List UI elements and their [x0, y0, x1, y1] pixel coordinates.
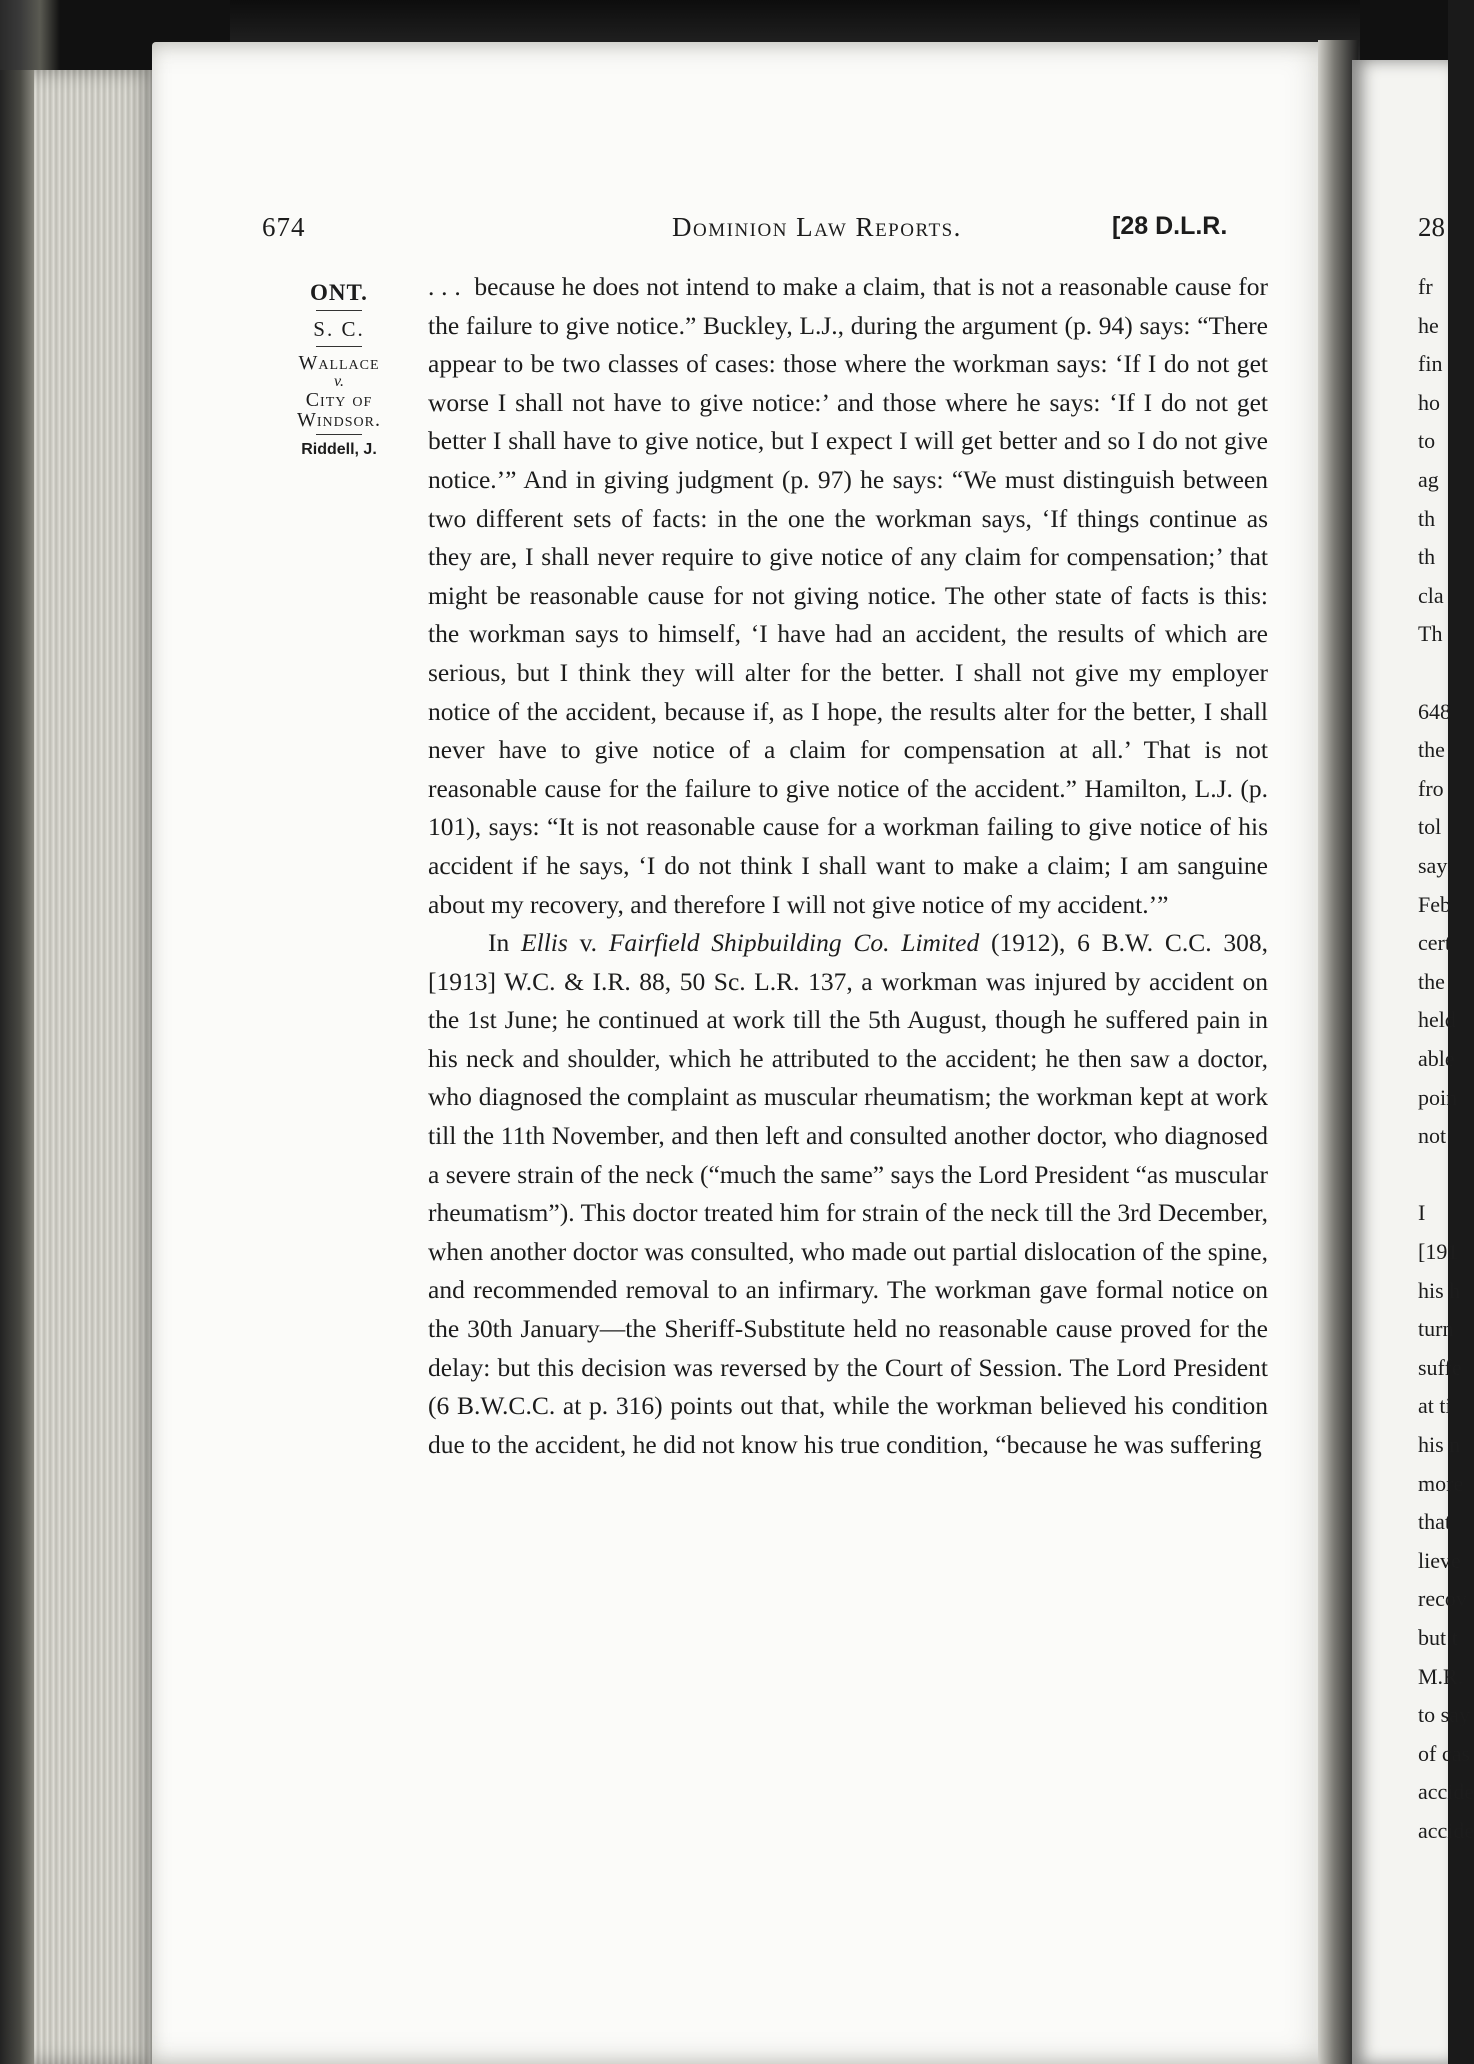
paragraph-1 — [428, 268, 1268, 924]
division-label: S. C. — [313, 317, 365, 341]
next-page-line: recov — [1418, 1586, 1467, 1612]
next-page-line: Th — [1418, 621, 1443, 647]
next-page-line: ag — [1418, 467, 1439, 492]
next-page-line: suffe — [1418, 1354, 1462, 1380]
party-one: Wallace — [298, 352, 380, 374]
next-page-line: his h — [1418, 1277, 1461, 1303]
next-page-line: th — [1418, 505, 1436, 531]
next-page-line: Feb — [1418, 891, 1451, 917]
marginal-note — [284, 280, 394, 459]
next-page-line: the — [1418, 737, 1445, 763]
next-page-line: turn — [1418, 1316, 1454, 1342]
next-page-line: of cas — [1418, 1740, 1470, 1766]
case-name-2: Fairfield Shipbuilding Co. Limited — [608, 928, 980, 958]
next-page-line: ho — [1418, 389, 1440, 415]
next-page-line: to say — [1418, 1702, 1470, 1728]
next-page-line: but t — [1418, 1625, 1458, 1650]
paragraph-1-text: because he does not intend to make a claim, that is not a reasonable cause for the failure to give notice.” Buckley, L.J., during the argument (p. 94) says: “There appear to be two classes of cases: those where the workman says: ‘If I do not get worse I shall not have to give notice:’ and those where he says: ‘If I do not get better I shall have to give notice, but I expect I will get better and so I do not give notice.’” And in giving judgment (p. 97) he says: “We must distinguish between two different sets of facts: in the one the workman says, ‘If things continue as they are, I shall never require to give notice of any claim for compensation;’ that might be reasonable cause for not giving notice. The other state of facts is this: the workman says to himself, ‘I have had an accident, the results of which are serious, but I think they will alter for the better. I shall not give my employer notice of the accident, because if, as I hope, the results alter for the better, I shall never have to give notice of a claim for compensation at all.’ That is not reasonable cause for the failure to give notice of the accident.” Hamilton, L.J. (p. 101), says: “It is not reasonable cause for a workman failing to give notice of his accident if he says, ‘I do not think I shall want to make a claim; I am sanguine about my recovery, and therefore I will not give notice of my accident.’” — [428, 272, 1269, 919]
next-page-line: I — [1418, 1200, 1426, 1226]
next-page-line: fro — [1418, 775, 1444, 801]
versus: v. — [334, 373, 344, 390]
next-page-line: cert — [1418, 930, 1451, 956]
next-page-line: held — [1418, 1007, 1456, 1033]
next-page-line: poin — [1418, 1084, 1458, 1110]
volume-label: [28 D.L.R. — [1112, 212, 1228, 240]
next-page-line: able — [1418, 1046, 1455, 1071]
next-page-line: his n — [1418, 1432, 1461, 1457]
judge-label: Riddell, J. — [301, 441, 377, 458]
party-two-line2: Windsor. — [297, 409, 381, 431]
next-page-line: lieve — [1418, 1547, 1461, 1573]
next-page-line: that — [1418, 1509, 1451, 1535]
next-page-line: [191 — [1418, 1239, 1459, 1264]
para2-in: In — [488, 928, 510, 958]
case-name-1: Ellis — [521, 928, 568, 958]
next-page-line: tol — [1418, 814, 1442, 840]
next-page-header: 28 — [1418, 212, 1445, 242]
next-page-line: say — [1418, 853, 1448, 878]
court-label: ONT. — [310, 280, 368, 305]
next-page-line: he — [1418, 312, 1439, 338]
divider — [316, 346, 362, 347]
next-page-line: accide — [1418, 1779, 1474, 1805]
next-page-line: at ti — [1418, 1393, 1452, 1419]
next-page-line: to — [1418, 428, 1436, 454]
book-edge — [0, 70, 34, 2064]
next-page-line: fin — [1418, 351, 1443, 377]
next-page-line: not — [1418, 1123, 1447, 1149]
next-page-line: th — [1418, 544, 1436, 570]
case-versus: v. — [579, 928, 598, 958]
divider — [316, 310, 362, 311]
next-page-line: cla — [1418, 582, 1444, 608]
next-page-line: accide — [1418, 1818, 1474, 1843]
next-page-line: fr — [1418, 274, 1433, 299]
journal-title: Dominion Law Reports. — [672, 212, 962, 242]
next-page-line: M.R. — [1418, 1663, 1464, 1689]
page-number: 674 — [262, 212, 306, 242]
next-page-line: 648 — [1418, 698, 1451, 724]
main-text — [428, 268, 1268, 1464]
party-two-line1: City of — [305, 389, 373, 411]
next-page-line: the — [1418, 968, 1445, 994]
next-page-line: more — [1418, 1470, 1464, 1496]
paragraph-2 — [428, 924, 1268, 1464]
ellipsis: . . . — [428, 272, 461, 301]
divider — [316, 434, 362, 435]
paragraph-2-text: (1912), 6 B.W. C.C. 308, [1913] W.C. & I.R. 88, 50 Sc. L.R. 137, a workman was injured by accident on the 1st June; he continued at work till the 5th August, though he suffered pain in his neck and shoulder, which he attributed to the accident; he then saw a doctor, who diagnosed the complaint as muscular rheumatism; the workman kept at work till the 11th November, and then left and consulted another doctor, who diagnosed a severe strain of the neck (“much the same” says the Lord President “as muscular rheumatism”). This doctor treated him for strain of the neck till the 3rd December, when another doctor was consulted, who made out partial dislocation of the spine, and recommended removal to an infirmary. The workman gave formal notice on the 30th January—the Sheriff-Substitute held no reasonable cause proved for the delay: but this decision was reversed by the Court of Session. The Lord President (6 B.W.C.C. at p. 316) points out that, while the workman believed his condition due to the accident, he did not know his true condition, “because he was suffering — [428, 928, 1269, 1459]
